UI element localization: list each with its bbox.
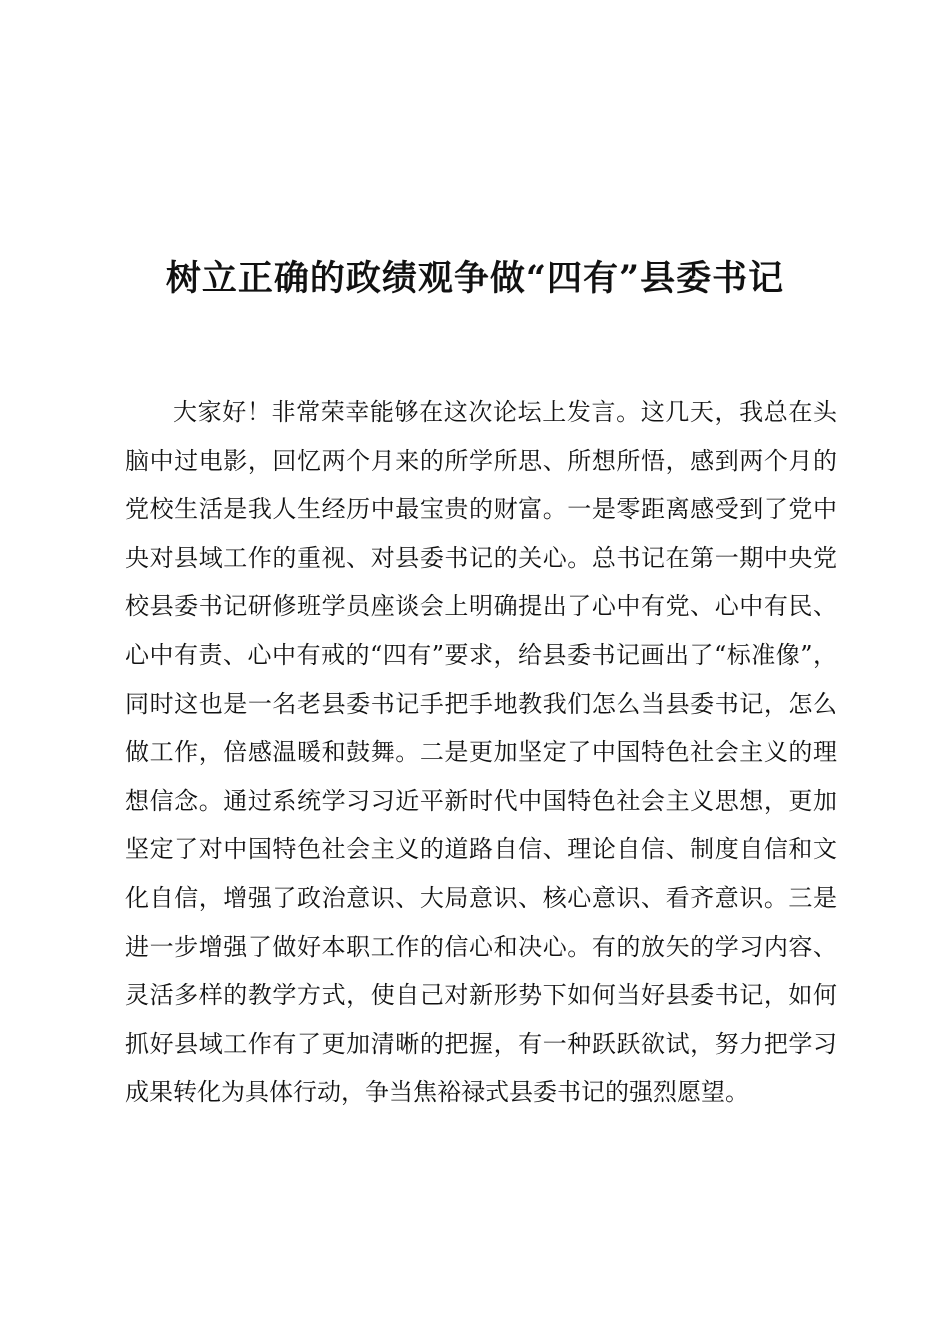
body-paragraph: 大家好！非常荣幸能够在这次论坛上发言。这几天，我总在头脑中过电影，回忆两个月来的所学所思、所想所悟，感到两个月的党校生活是我人生经历中最宝贵的财富。一是零距离感受到了党中央对县域工作的重视、对县委书记的关心。总书记在第一期中央党校县委书记研修班学员座谈会上明确提出了心中有党、心中有民、心中有责、心中有戒的“四有”要求，给县委书记画出了“标准像”，同时这也是一名老县委书记手把手地教我们怎么当县委书记，怎么做工作，倍感温暖和鼓舞。二是更加坚定了中国特色社会主义的理想信念。通过系统学习习近平新时代中国特色社会主义思想，更加坚定了对中国特色社会主义的道路自信、理论自信、制度自信和文化自信，增强了政治意识、大局意识、核心意识、看齐意识。三是进一步增强了做好本职工作的信心和决心。有的放矢的学习内容、灵活多样的教学方式，使自己对新形势下如何当好县委书记，如何抓好县域工作有了更加清晰的把握，有一种跃跃欲试，努力把学习成果转化为具体行动，争当焦裕禄式县委书记的强烈愿望。	[125, 398, 837, 1107]
document-title: 树立正确的政绩观争做“四有”县委书记	[165, 258, 785, 299]
